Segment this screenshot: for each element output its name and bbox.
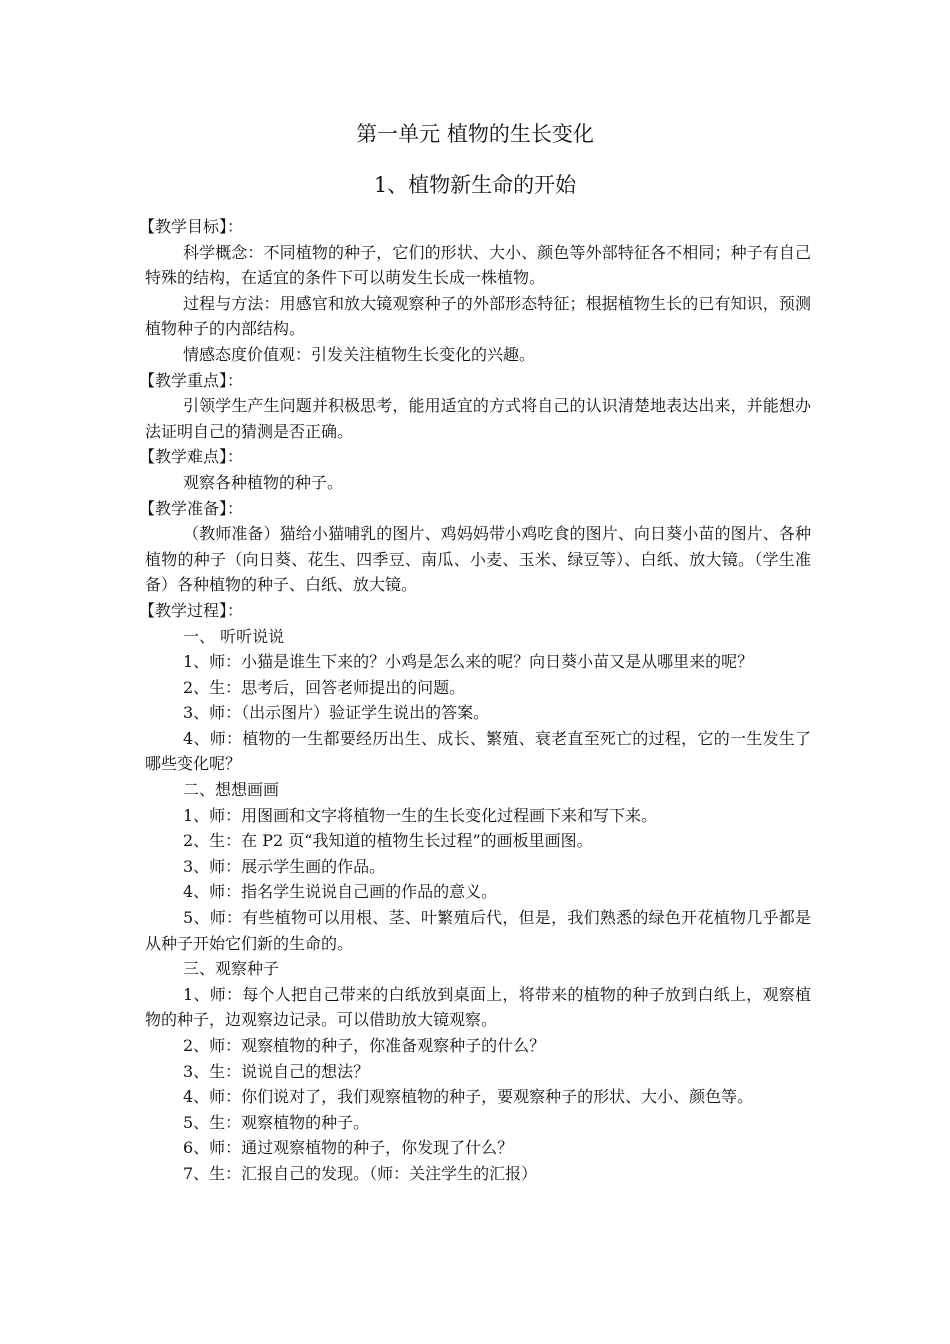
paragraph: 过程与方法：用感官和放大镜观察种子的外部形态特征；根据植物生长的已有知识，预测植物种子的内部结构。 <box>145 293 811 339</box>
paragraph: 3、师：（出示图片）验证学生说出的答案。 <box>183 703 490 723</box>
paragraph: 情感态度价值观：引发关注植物生长变化的兴趣。 <box>183 344 536 364</box>
paragraph: 1、师：小猫是谁生下来的？小鸡是怎么来的呢？向日葵小苗又是从哪里来的呢？ <box>183 652 754 672</box>
subsection-heading: 一、 听听说说 <box>183 626 285 646</box>
section-heading: 【教学难点】： <box>139 447 244 467</box>
section-heading: 【教学重点】： <box>139 370 244 390</box>
paragraph: 4、师：植物的一生都要经历出生、成长、繁殖、衰老直至死亡的过程，它的一生发生了哪些变化呢？ <box>145 728 811 774</box>
paragraph: 5、生：观察植物的种子。 <box>183 1112 370 1132</box>
paragraph: 2、生：在 P2 页“我知道的植物生长过程”的画板里画图。 <box>183 831 593 851</box>
subsection-heading: 三、观察种子 <box>183 959 280 979</box>
lesson-title: 1、植物新生命的开始 <box>373 173 577 197</box>
unit-title: 第一单元 植物的生长变化 <box>356 122 594 146</box>
subsection-heading: 二、想想画画 <box>183 780 280 800</box>
paragraph: 3、生：说说自己的想法？ <box>183 1061 370 1081</box>
paragraph: 5、师：有些植物可以用根、茎、叶繁殖后代，但是，我们熟悉的绿色开花植物几乎都是从种子开始它们新的生命的。 <box>145 908 811 953</box>
paragraph: 1、师：用图画和文字将植物一生的生长变化过程画下来和写下来。 <box>183 805 658 825</box>
paragraph: 4、师：指名学生说说自己画的作品的意义。 <box>183 882 498 902</box>
paragraph: 引领学生产生问题并积极思考，能用适宜的方式将自己的认识清楚地表达出来，并能想办法证明自己的猜测是否正确。 <box>145 396 811 441</box>
paragraph: 2、师：观察植物的种子，你准备观察种子的什么？ <box>183 1036 546 1055</box>
paragraph: 7、生：汇报自己的发现。（师：关注学生的汇报） <box>183 1163 538 1183</box>
paragraph: 观察各种植物的种子。 <box>183 472 344 492</box>
paragraph: 1、师：每个人把自己带来的白纸放到桌面上，将带来的植物的种子放到白纸上，观察植物的种子，边观察边记录。可以借助放大镜观察。 <box>145 984 811 1030</box>
paragraph: 4、师：你们说对了，我们观察植物的种子，要观察种子的形状、大小、颜色等。 <box>183 1087 754 1107</box>
paragraph: 6、师：通过观察植物的种子，你发现了什么？ <box>183 1138 514 1158</box>
paragraph: 2、生：思考后，回答老师提出的问题。 <box>183 677 466 697</box>
section-heading: 【教学准备】： <box>139 498 244 518</box>
section-heading: 【教学过程】： <box>139 600 244 620</box>
paragraph: 科学概念：不同植物的种子，它们的形状、大小、颜色等外部特征各不相同；种子有自己特殊的结构，在适宜的条件下可以萌发生长成一株植物。 <box>145 242 811 288</box>
paragraph: （教师准备）猫给小猫哺乳的图片、鸡妈妈带小鸡吃食的图片、向日葵小苗的图片、各种植物的种子（向日葵、花生、四季豆、南瓜、小麦、玉米、绿豆等）、白纸、放大镜。（学生准备）各种植物的种子、白纸、放大镜。 <box>145 524 811 595</box>
paragraph: 3、师：展示学生画的作品。 <box>183 856 386 876</box>
section-heading: 【教学目标】： <box>139 217 244 236</box>
document-body <box>139 214 811 1187</box>
